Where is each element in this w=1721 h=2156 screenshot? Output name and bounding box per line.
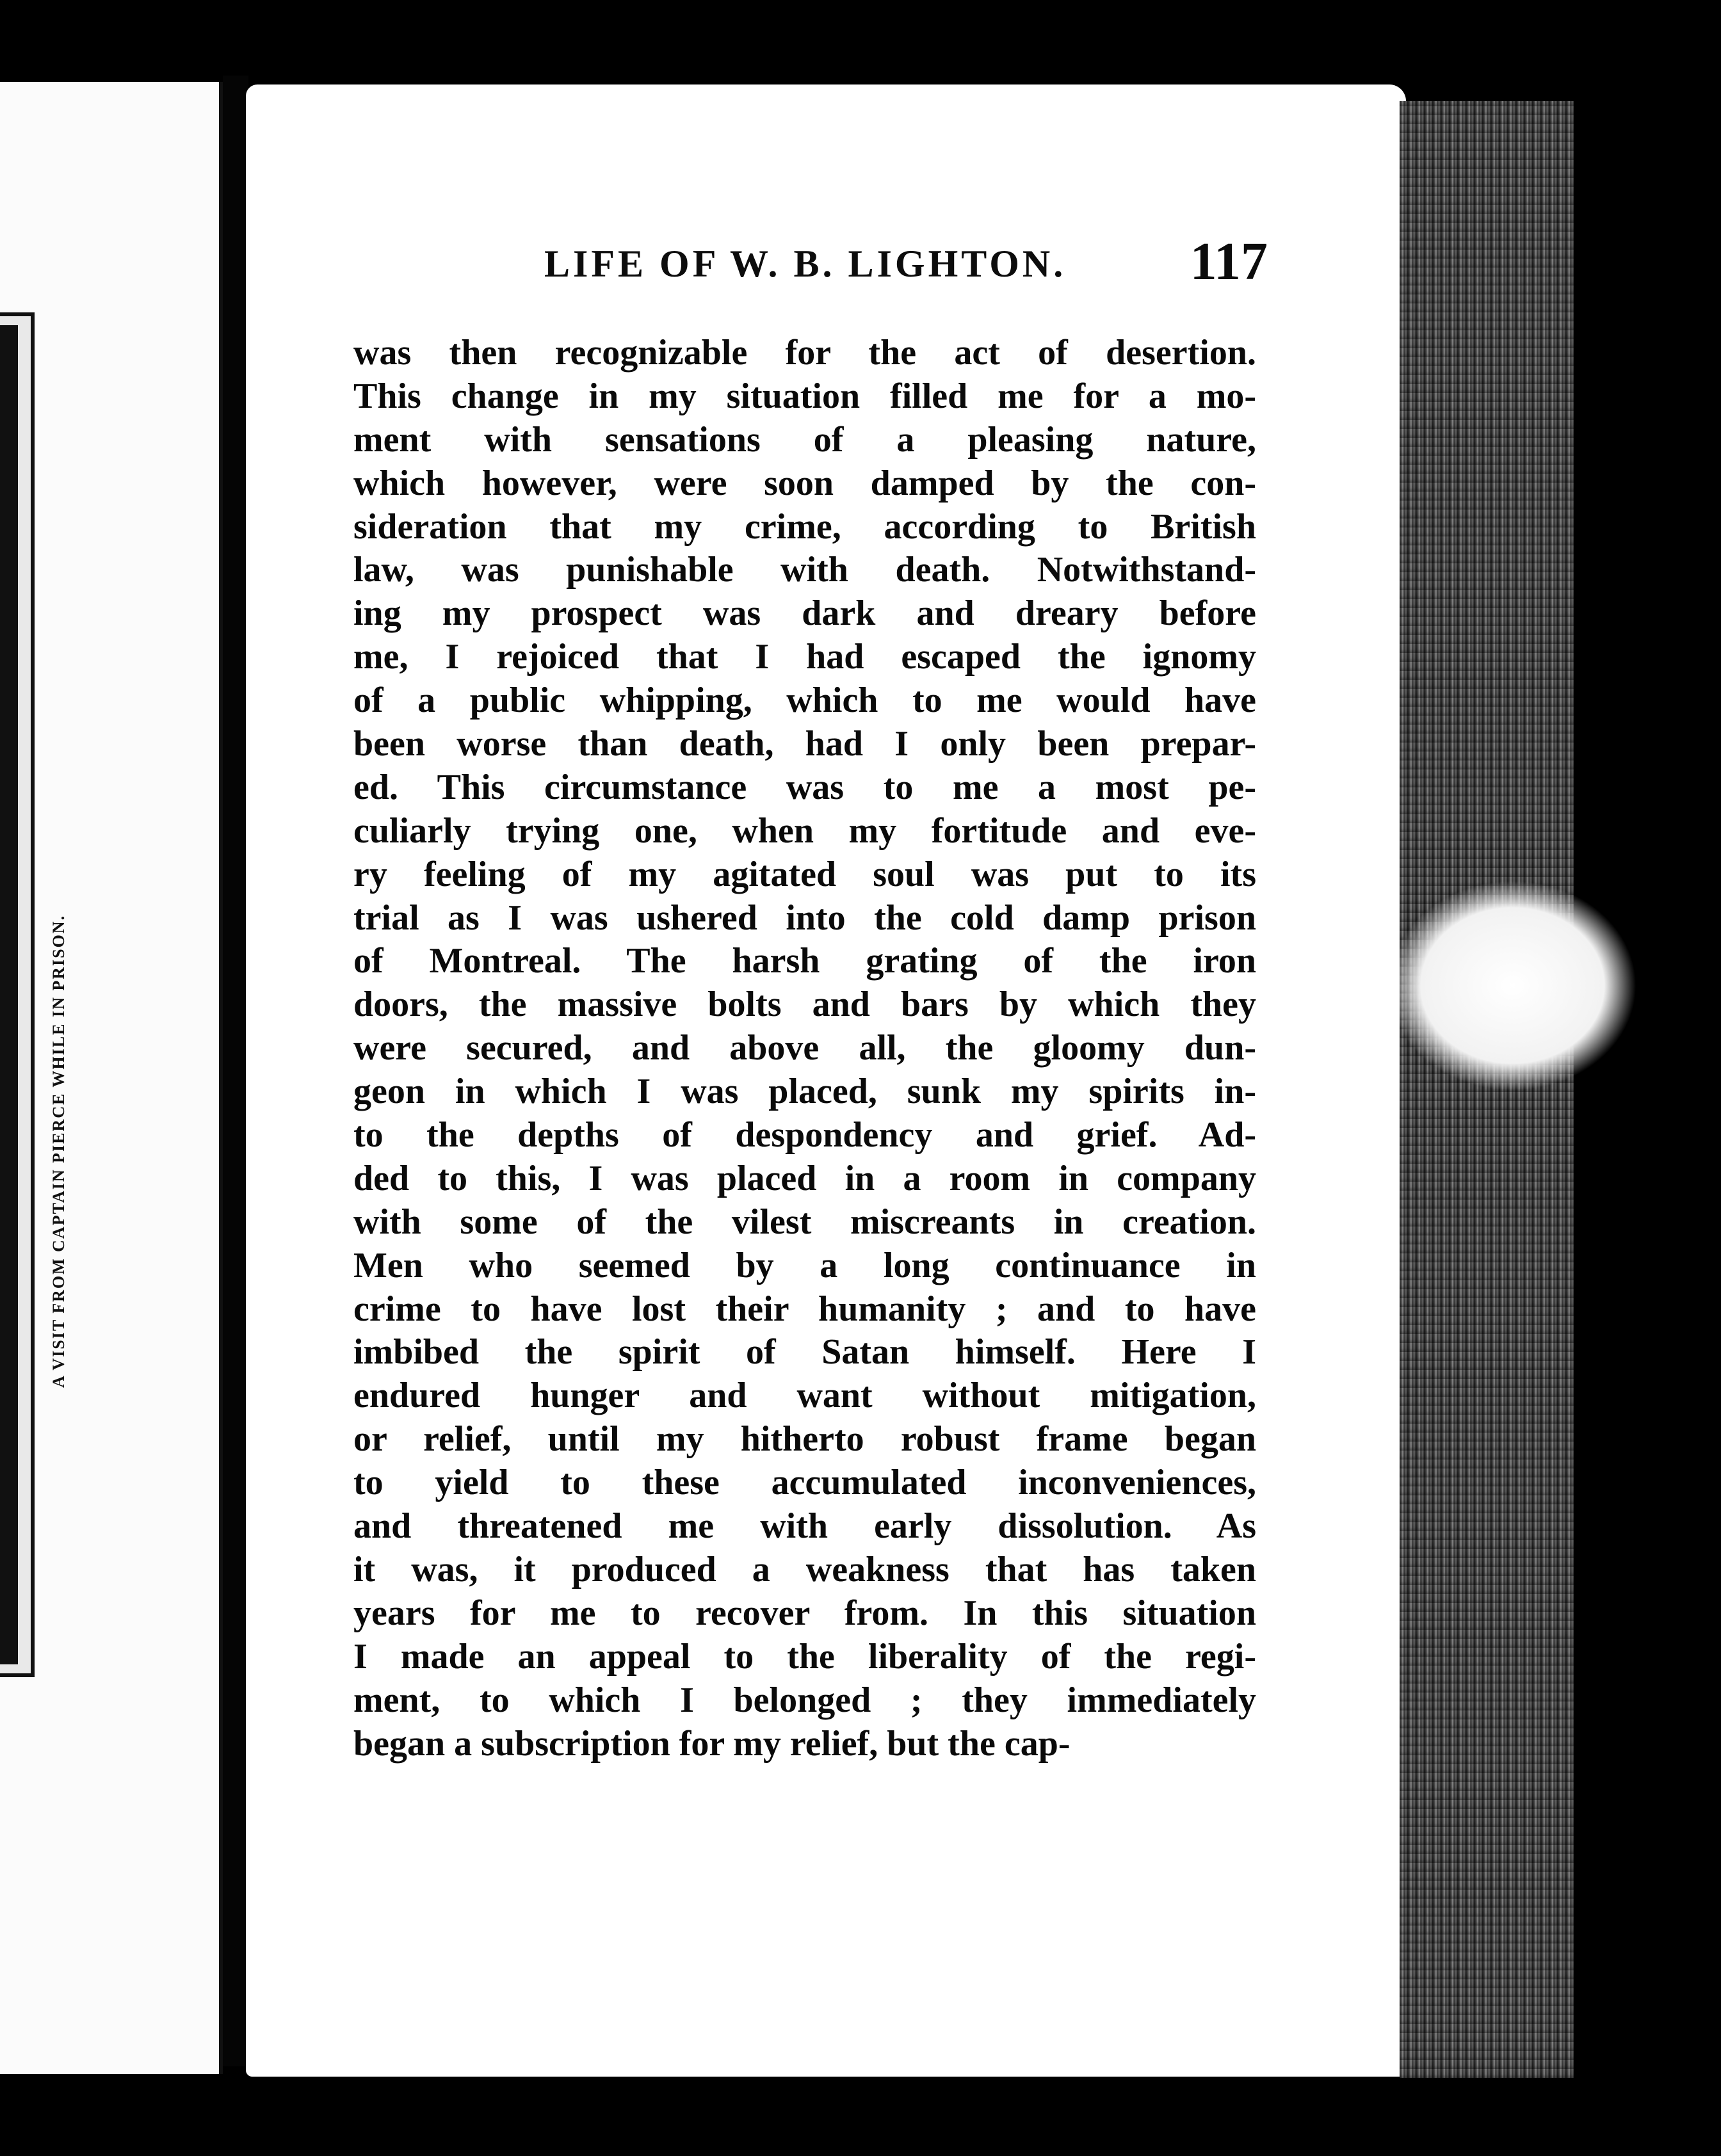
plate-image xyxy=(0,325,18,1664)
text-line: of Montreal. The harsh grating of the iron xyxy=(353,941,1256,981)
text-line: me, I rejoiced that I had escaped the ignomy xyxy=(353,637,1256,677)
text-line: of a public whipping, which to me would have xyxy=(353,680,1256,721)
text-line: I made an appeal to the liberality of the regi- xyxy=(353,1636,1256,1677)
left-page xyxy=(0,82,223,2074)
text-line: trial as I was ushered into the cold damp prison xyxy=(353,897,1256,938)
plate-caption: A VISIT FROM CAPTAIN PIERCE WHILE IN PRISON. xyxy=(49,914,68,1388)
running-head xyxy=(544,230,1268,301)
text-line: been worse than death, had I only been prepar- xyxy=(353,724,1256,764)
text-line: and threatened me with early dissolution. As xyxy=(353,1506,1256,1547)
text-line: ded to this, I was placed in a room in company xyxy=(353,1158,1256,1198)
paper-tear xyxy=(1400,826,1668,1133)
text-line: was then recognizable for the act of desertion. xyxy=(353,333,1256,373)
text-line: years for me to recover from. In this situation xyxy=(353,1593,1256,1633)
body-text xyxy=(353,332,1256,1766)
text-line: This change in my situation filled me for a mo- xyxy=(353,376,1256,416)
text-line: with some of the vilest miscreants in creation. xyxy=(353,1202,1256,1242)
text-line: sideration that my crime, according to British xyxy=(353,506,1256,547)
text-line: ment, to which I belonged ; they immediately xyxy=(353,1680,1256,1720)
text-line: geon in which I was placed, sunk my spirits in- xyxy=(353,1072,1256,1112)
text-line: ed. This circumstance was to me a most pe- xyxy=(353,767,1256,807)
text-line: to yield to these accumulated inconveniences, xyxy=(353,1463,1256,1503)
text-line: it was, it produced a weakness that has taken xyxy=(353,1549,1256,1589)
text-line: culiarly trying one, when my fortitude and eve- xyxy=(353,810,1256,851)
running-title: LIFE OF W. B. LIGHTON. xyxy=(544,243,1067,285)
text-line: to the depths of despondency and grief. Ad- xyxy=(353,1115,1256,1155)
text-line: Men who seemed by a long continuance in xyxy=(353,1245,1256,1285)
text-line: imbibed the spirit of Satan himself. Here I xyxy=(353,1332,1256,1372)
plate-frame xyxy=(0,312,35,1677)
text-line: ry feeling of my agitated soul was put to its xyxy=(353,854,1256,894)
text-line: ment with sensations of a pleasing nature, xyxy=(353,419,1256,460)
text-line: law, was punishable with death. Notwithstand- xyxy=(353,550,1256,590)
book-gutter xyxy=(223,76,248,2066)
page-number: 117 xyxy=(1190,232,1268,291)
text-line: which however, were soon damped by the con- xyxy=(353,463,1256,503)
text-line: crime to have lost their humanity ; and to have xyxy=(353,1289,1256,1329)
text-line: began a subscription for my relief, but the cap- xyxy=(353,1723,1071,1764)
text-line: or relief, until my hitherto robust frame began xyxy=(353,1419,1256,1460)
text-line: endured hunger and want without mitigation, xyxy=(353,1376,1256,1416)
text-line: were secured, and above all, the gloomy dun- xyxy=(353,1028,1256,1068)
text-line: ing my prospect was dark and dreary before xyxy=(353,593,1256,634)
text-line: doors, the massive bolts and bars by which they xyxy=(353,985,1256,1025)
